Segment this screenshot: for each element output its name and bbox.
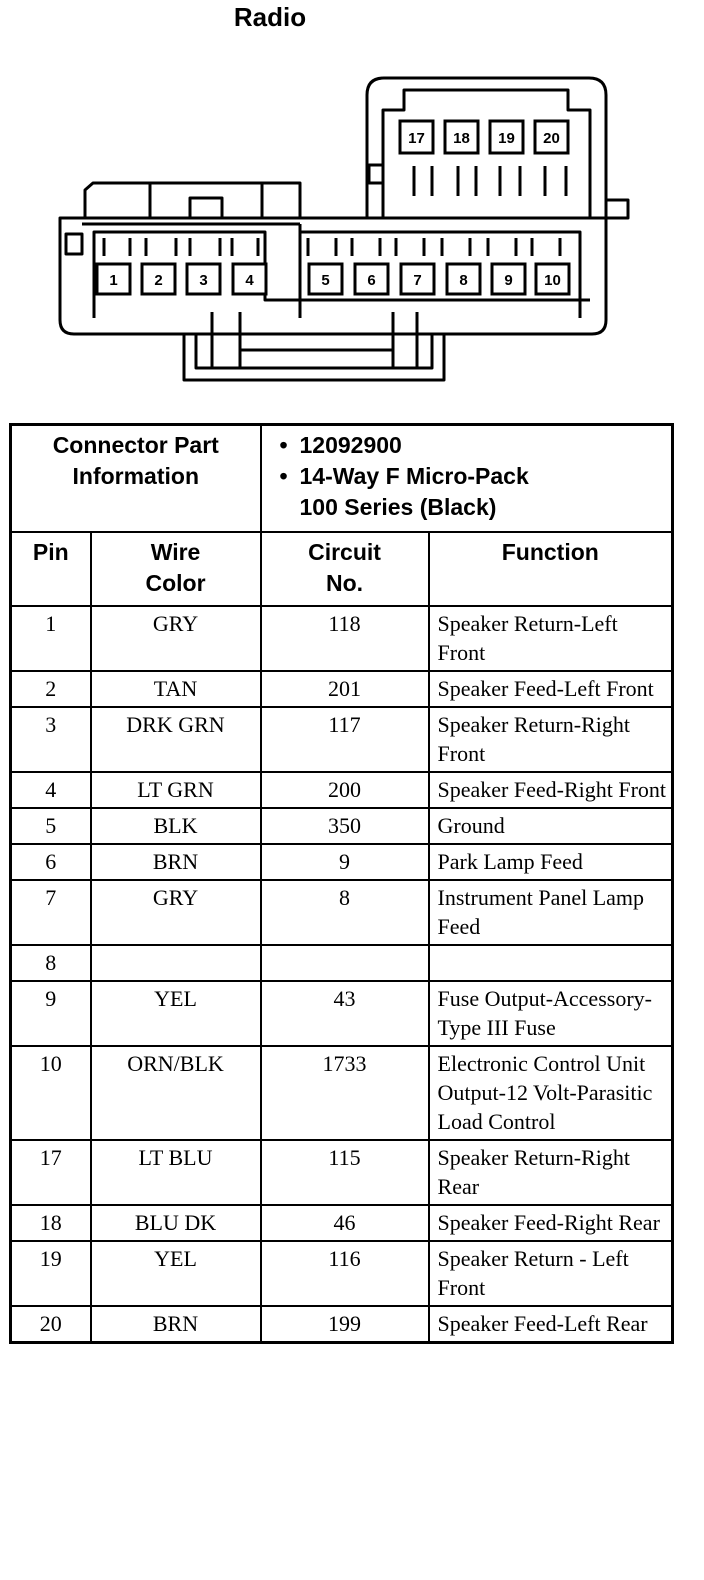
table-row [11, 671, 673, 707]
circuit-cell: 115 [261, 1140, 429, 1205]
function-cell: Fuse Output-Accessory-Type III Fuse [429, 981, 673, 1046]
function-cell: Park Lamp Feed [429, 844, 673, 880]
table-row [11, 1241, 673, 1306]
function-cell: Electronic Control Unit Output-12 Volt-Parasitic Load Control [429, 1046, 673, 1140]
pin-cell: 4 [11, 772, 91, 808]
pin-number-label: 19 [498, 130, 515, 147]
table-row [11, 844, 673, 880]
function-cell: Speaker Return-Right Front [429, 707, 673, 772]
table-row [11, 880, 673, 945]
table-row [11, 1140, 673, 1205]
function-cell: Speaker Feed-Left Rear [429, 1306, 673, 1343]
table-row [11, 707, 673, 772]
page-title: Radio [233, 2, 307, 32]
pin-number-label: 10 [544, 272, 561, 289]
table-row [11, 1046, 673, 1140]
table-row [11, 981, 673, 1046]
pin-cell: 20 [11, 1306, 91, 1343]
circuit-cell: 46 [261, 1205, 429, 1241]
wire-color-cell: LT BLU [91, 1140, 261, 1205]
pin-cell: 17 [11, 1140, 91, 1205]
function-header-label: Function [501, 539, 599, 565]
pin-number-label: 4 [245, 272, 254, 289]
circuit-cell: 116 [261, 1241, 429, 1306]
connector-type: 14-Way F Micro-Pack [299, 463, 529, 489]
pin-number-label: 7 [413, 272, 422, 289]
wire-color-cell [91, 945, 261, 981]
function-cell: Speaker Return - Left Front [429, 1241, 673, 1306]
connector-pinout-table [9, 423, 674, 1344]
wire-color-cell: BLK [91, 808, 261, 844]
pin-number-label: 17 [408, 130, 425, 147]
function-cell: Speaker Feed-Right Front [429, 772, 673, 808]
function-cell: Speaker Feed-Right Rear [429, 1205, 673, 1241]
connector-info-label-line1: Connector Part [52, 432, 219, 458]
function-cell: Speaker Return-Left Front [429, 606, 673, 671]
circuit-cell: 9 [261, 844, 429, 880]
pin-cell: 10 [11, 1046, 91, 1140]
wire-color-cell: BRN [91, 844, 261, 880]
pin-number-label: 6 [367, 272, 376, 289]
function-cell: Speaker Return-Right Rear [429, 1140, 673, 1205]
circuit-cell: 118 [261, 606, 429, 671]
pin-cell: 5 [11, 808, 91, 844]
circuit-column-header [261, 532, 429, 606]
table-row [11, 606, 673, 671]
connector-diagram [0, 60, 704, 400]
pin-cell: 3 [11, 707, 91, 772]
wire-color-cell: YEL [91, 981, 261, 1046]
wire-color-cell: GRY [91, 880, 261, 945]
circuit-cell: 43 [261, 981, 429, 1046]
bullet-icon: • [279, 463, 288, 489]
pin-cell: 8 [11, 945, 91, 981]
wire-color-column-header [91, 532, 261, 606]
part-number: 12092900 [299, 432, 402, 458]
table-row [11, 772, 673, 808]
circuit-header-line1: Circuit [308, 539, 381, 565]
pin-number-label: 3 [199, 272, 208, 289]
table-row [11, 1306, 673, 1343]
circuit-cell: 117 [261, 707, 429, 772]
column-header-row [11, 532, 673, 606]
circuit-cell: 8 [261, 880, 429, 945]
circuit-cell: 201 [261, 671, 429, 707]
circuit-cell [261, 945, 429, 981]
wire-color-cell: ORN/BLK [91, 1046, 261, 1140]
pin-cell: 18 [11, 1205, 91, 1241]
connector-series: 100 Series (Black) [299, 494, 497, 520]
wire-color-header-line2: Color [145, 570, 206, 596]
pin-number-label: 18 [453, 130, 470, 147]
connector-info-row [11, 425, 673, 533]
function-cell: Speaker Feed-Left Front [429, 671, 673, 707]
bullet-icon: • [279, 432, 288, 458]
table-row [11, 945, 673, 981]
pin-number-label: 5 [321, 272, 330, 289]
pin-header-label: Pin [32, 539, 69, 565]
pin-cell: 2 [11, 671, 91, 707]
pin-cell: 1 [11, 606, 91, 671]
wire-color-cell: BRN [91, 1306, 261, 1343]
wire-color-cell: LT GRN [91, 772, 261, 808]
pin-number-label: 20 [543, 130, 560, 147]
pin-number-label: 2 [154, 272, 163, 289]
connector-info-details [261, 425, 673, 533]
wire-color-cell: GRY [91, 606, 261, 671]
function-cell: Ground [429, 808, 673, 844]
pin-number-label: 8 [459, 272, 468, 289]
top-pin-row [400, 121, 568, 153]
wire-color-cell: BLU DK [91, 1205, 261, 1241]
pin-cell: 7 [11, 880, 91, 945]
table-row [11, 808, 673, 844]
bottom-pin-row [97, 264, 569, 294]
wire-color-cell: YEL [91, 1241, 261, 1306]
function-column-header [429, 532, 673, 606]
pin-number-label: 1 [109, 272, 118, 289]
wire-color-header-line1: Wire [150, 539, 201, 565]
pin-cell: 19 [11, 1241, 91, 1306]
pin-cell: 6 [11, 844, 91, 880]
function-cell [429, 945, 673, 981]
circuit-cell: 200 [261, 772, 429, 808]
wire-color-cell: TAN [91, 671, 261, 707]
circuit-header-line2: No. [325, 570, 364, 596]
table-row [11, 1205, 673, 1241]
pin-column-header [11, 532, 91, 606]
function-cell: Instrument Panel Lamp Feed [429, 880, 673, 945]
connector-info-label-line2: Information [72, 463, 199, 489]
wire-color-cell: DRK GRN [91, 707, 261, 772]
pin-cell: 9 [11, 981, 91, 1046]
pin-number-label: 9 [504, 272, 513, 289]
circuit-cell: 350 [261, 808, 429, 844]
connector-info-label [11, 425, 261, 533]
circuit-cell: 1733 [261, 1046, 429, 1140]
circuit-cell: 199 [261, 1306, 429, 1343]
